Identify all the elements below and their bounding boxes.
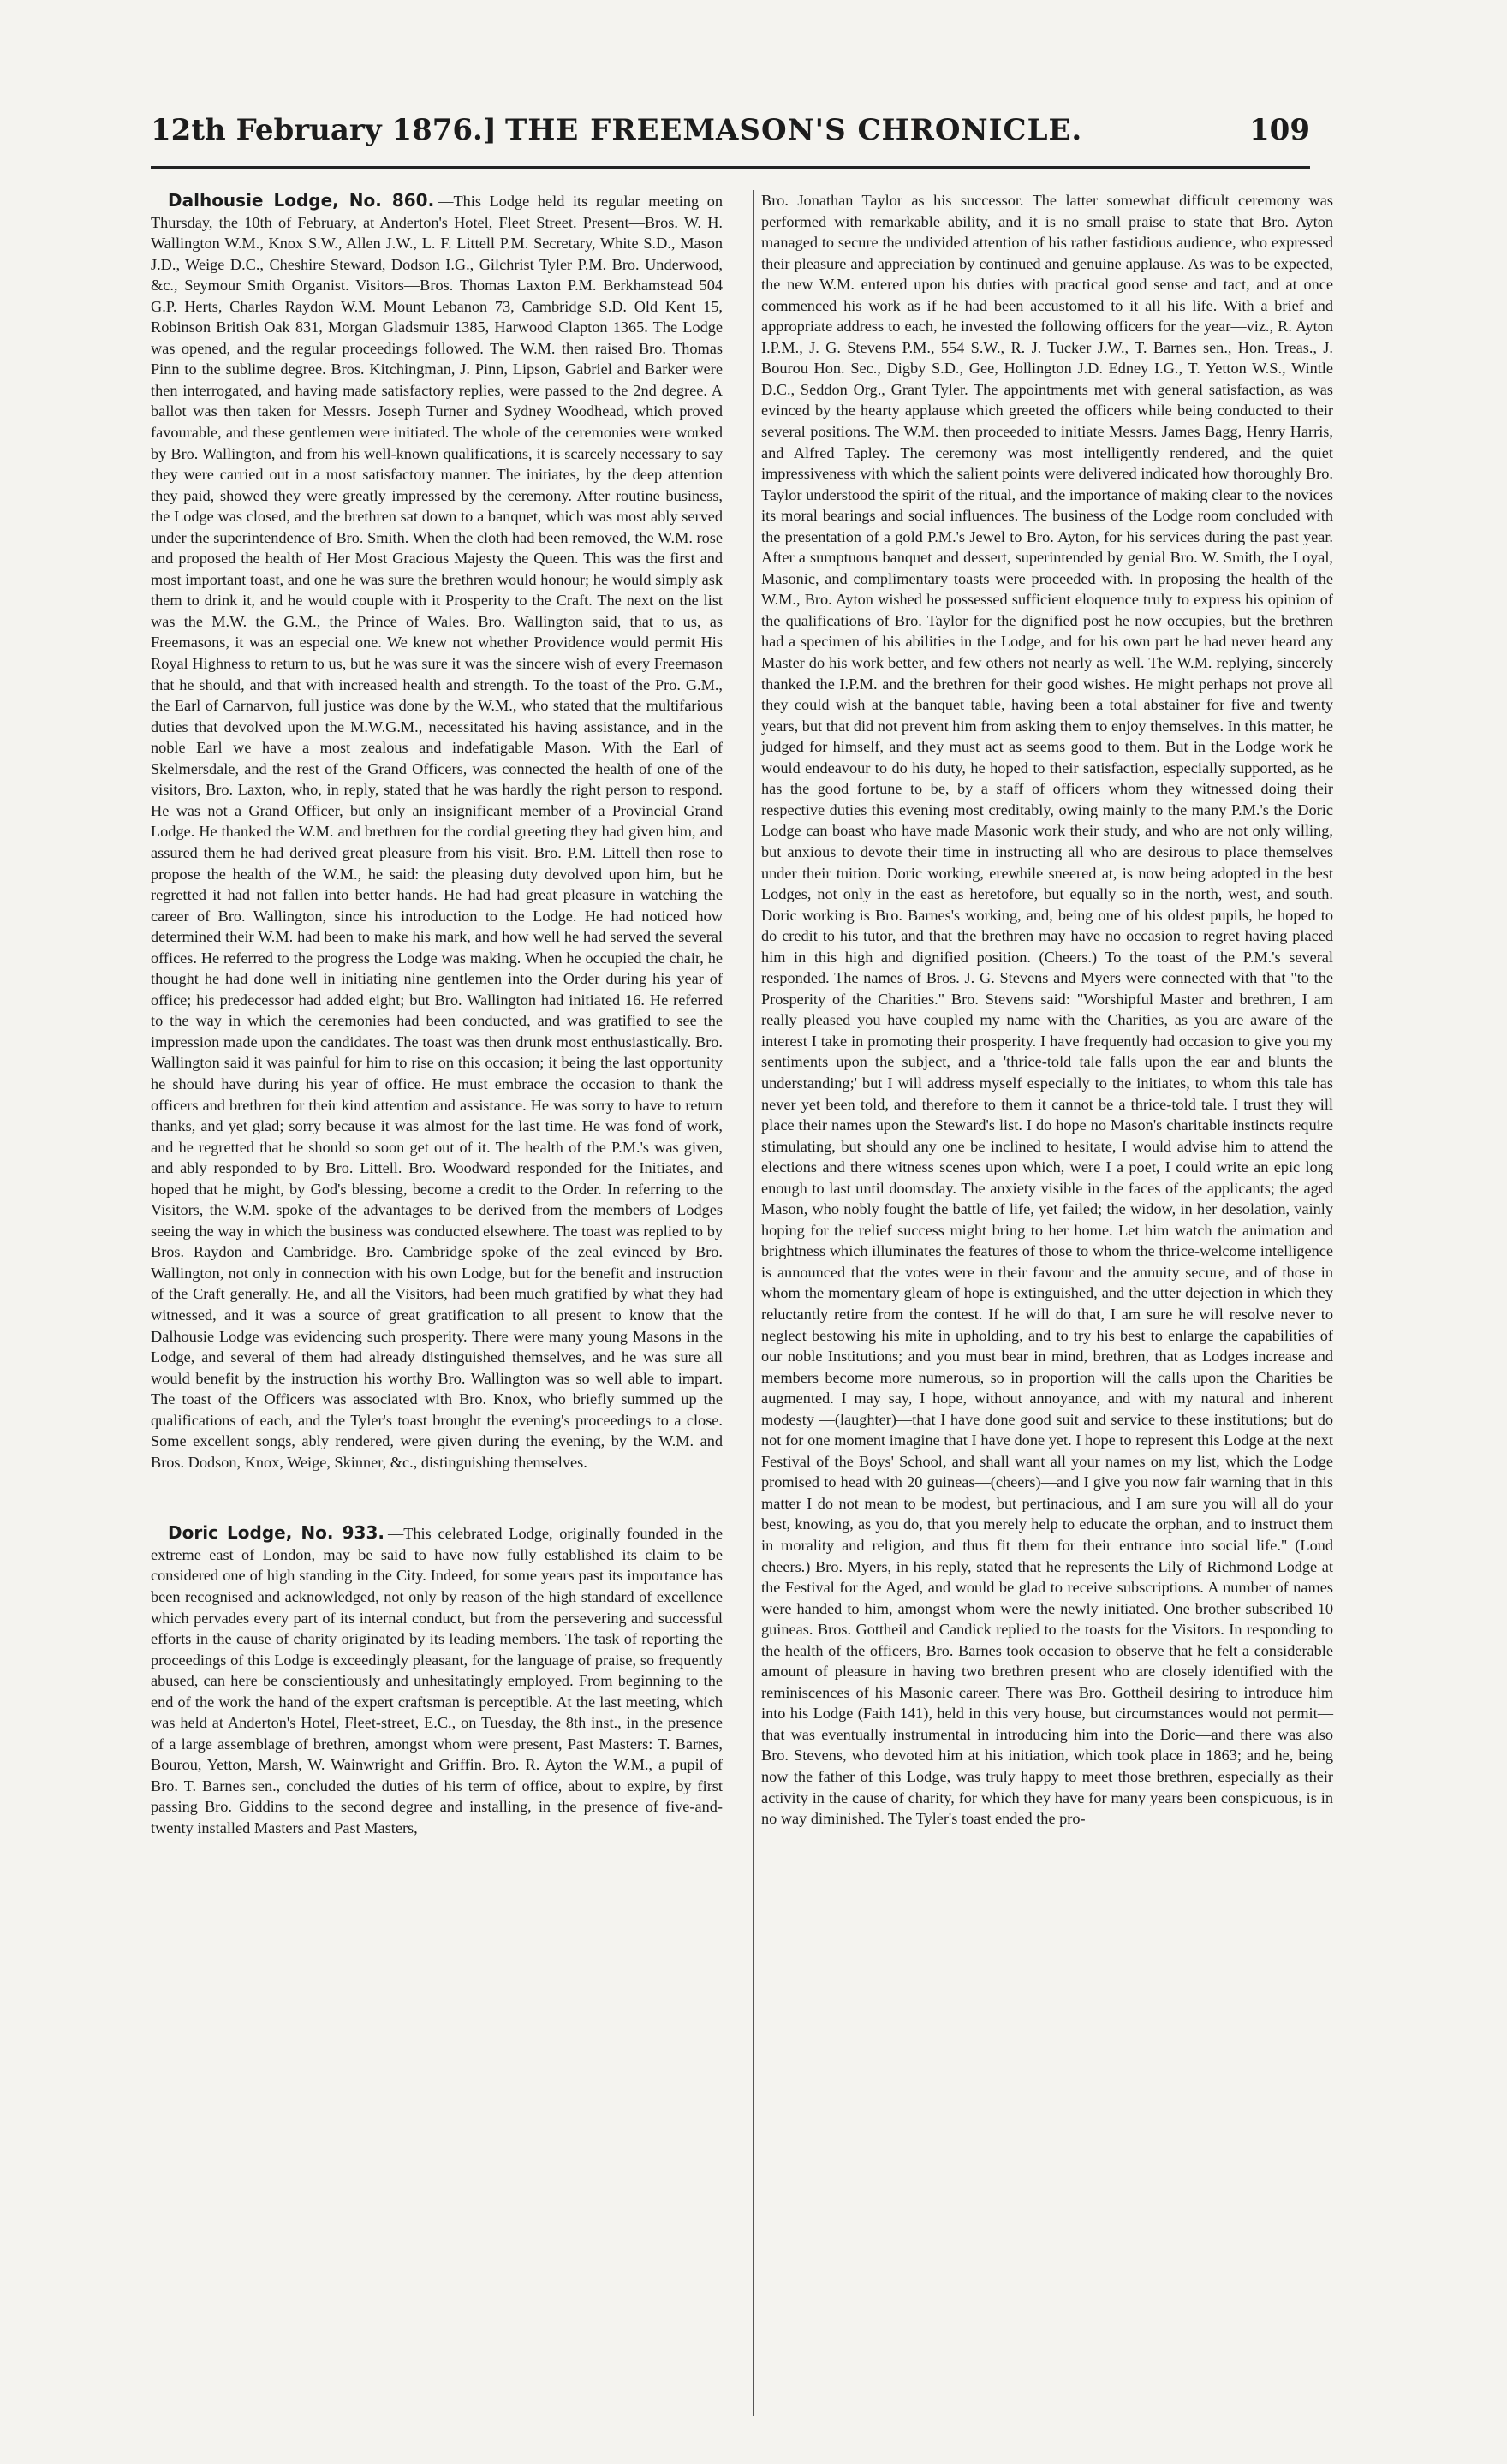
dalhousie-lodge-report xyxy=(151,190,723,1473)
page-header xyxy=(151,113,1310,166)
doric-lodge-report xyxy=(151,1522,723,1838)
right-column xyxy=(761,190,1333,1830)
section-gap xyxy=(151,1473,723,1522)
doric-lodge-body-start: —This celebrated Lodge, originally founded in the extreme east of London, may be said to have now fully established its claim to be considered one of high standing in the City. Indeed, for some years past its importance has been recognised and acknowledged, not only by reason of the high standard of excellence which pervades every part of its internal conduct, but from the persevering and successful efforts in the cause of charity originated by its leading members. The task of reporting the proceedings of this Lodge is exceedingly pleasant, for the language of praise, so frequently abused, can here be conscientiously and unhesitatingly employed. From beginning to the end of the work the hand of the expert craftsman is perceptible. At the last meeting, which was held at Anderton's Hotel, Fleet-street, E.C., on Tuesday, the 8th inst., in the presence of a large assemblage of brethren, amongst whom were present, Past Masters: T. Barnes, Bourou, Yetton, Marsh, W. Wainwright and Griffin. Bro. R. Ayton the W.M., a pupil of Bro. T. Barnes sen., concluded the duties of his term of office, about to expire, by first passing Bro. Giddins to the second degree and installing, in the presence of five-and-twenty installed Masters and Past Masters, xyxy=(151,1525,723,1837)
publication-title: THE FREEMASON'S CHRONICLE. xyxy=(505,113,1083,147)
left-column xyxy=(151,190,723,1839)
doric-lodge-heading: Doric Lodge, No. 933. xyxy=(168,1522,384,1544)
issue-date: 12th February 1876.] xyxy=(151,113,497,147)
header-rule xyxy=(151,166,1310,169)
page-number: 109 xyxy=(1249,113,1310,147)
column-divider xyxy=(753,190,754,2416)
dalhousie-lodge-heading: Dalhousie Lodge, No. 860. xyxy=(168,190,435,211)
dalhousie-lodge-body: —This Lodge held its regular meeting on Thursday, the 10th of February, at Anderton's Hotel, Fleet Street. Present—Bros. W. H. Wallington W.M., Knox S.W., Allen J.W., L. F. Littell P.M. Secretary, White S.D., Mason J.D., Weige D.C., Cheshire Steward, Dodson I.G., Gilchrist Tyler P.M. Bro. Underwood, &c., Seymour Smith Organist. Visitors—Bros. Thomas Laxton P.M. Berkhamstead 504 G.P. Herts, Charles Raydon W.M. Mount Lebanon 73, Cambridge S.D. Old Kent 15, Robinson British Oak 831, Morgan Gladsmuir 1385, Harwood Clapton 1365. The Lodge was opened, and the regular proceedings followed. The W.M. then raised Bro. Thomas Pinn to the sublime degree. Bros. Kitchingman, J. Pinn, Lipson, Gabriel and Barker were then interrogated, and having made satisfactory replies, were passed to the 2nd degree. A ballot was then taken for Messrs. Joseph Turner and Sydney Woodhead, which proved favourable, and these gentlemen were initiated. The whole of the ceremonies were worked by Bro. Wallington, and from his well-known qualifications, it is scarcely necessary to say they were carried out in a most satisfactory manner. The initiates, by the deep attention they paid, showed they were greatly impressed by the ceremony. After routine business, the Lodge was closed, and the brethren sat down to a banquet, which was most ably served under the superintendence of Bro. Smith. When the cloth had been removed, the W.M. rose and proposed the health of Her Most Gracious Majesty the Queen. This was the first and most important toast, and one he was sure the brethren would honour; he would simply ask them to drink it, and he would couple with it Prosperity to the Craft. The next on the list was the M.W. the G.M., the Prince of Wales. Bro. Wallington said, that to us, as Freemasons, it was an especial one. We knew not whether Providence would permit His Royal Highness to return to us, but he was sure it was the sincere wish of every Freemason that he should, and that with increased health and strength. To the toast of the Pro. G.M., the Earl of Carnarvon, full justice was done by the W.M., who stated that the multifarious duties that devolved upon the M.W.G.M., necessitated his having assistance, and in the noble Earl we have a most zealous and indefatigable Mason. With the Earl of Skelmersdale, and the rest of the Grand Officers, was connected the health of one of the visitors, Bro. Laxton, who, in reply, stated that he was hardly the right person to respond. He was not a Grand Officer, but only an insignificant member of a Provincial Grand Lodge. He thanked the W.M. and brethren for the cordial greeting they had given him, and assured them he had derived great pleasure from his visit. Bro. P.M. Littell then rose to propose the health of the W.M., he said: the pleasing duty devolved upon him, but he regretted it had not fallen into better hands. He had had great pleasure in watching the career of Bro. Wallington, since his introduction to the Lodge. He had noticed how determined their W.M. had been to make his mark, and how well he had served the several offices. He referred to the progress the Lodge was making. When he occupied the chair, he thought he had done well in initiating nine gentlemen into the Order during his year of office; his predecessor had added eight; but Bro. Wallington had initiated 16. He referred to the way in which the ceremonies had been conducted, and was gratified to see the impression made upon the candidates. The toast was then drunk most enthusiastically. Bro. Wallington said it was painful for him to rise on this occasion; it being the last opportunity he should have during his year of office. He must embrace the occasion to thank the officers and brethren for their kind attention and assistance. He was sorry to have to return thanks, and yet glad; sorry because it was almost for the last time. He was fond of work, and he regretted that he should so soon get out of it. The health of the P.M.'s was given, and ably responded to by Bro. Littell. Bro. Woodward responded for the Initiates, and hoped that he might, by God's blessing, become a credit to the Order. In referring to the Visitors, the W.M. spoke of the advantages to be derived from the members of Lodges seeing the way in which the business was conducted elsewhere. The toast was replied to by Bros. Raydon and Cambridge. Bro. Cambridge spoke of the zeal evinced by Bro. Wallington, not only in connection with his own Lodge, but for the benefit and instruction of the Craft generally. He, and all the Visitors, had been much gratified by what they had witnessed, and it was a source of great gratification to all present to know that the Dalhousie Lodge was evidencing such prosperity. There were many young Masons in the Lodge, and several of them had already distinguished themselves, and he was sure all would benefit by the instruction his worthy Bro. Wallington was so well able to impart. The toast of the Officers was associated with Bro. Knox, who briefly summed up the qualifications of each, and the Tyler's toast brought the evening's proceedings to a close. Some excellent songs, ably rendered, were given during the evening, by the W.M. and Bros. Dodson, Knox, Weige, Skinner, &c., distinguishing themselves. xyxy=(151,193,723,1471)
doric-lodge-continuation xyxy=(761,190,1333,1830)
doric-lodge-body-continued: Bro. Jonathan Taylor as his successor. The latter somewhat difficult ceremony was performed with remarkable ability, and it is no small praise to state that Bro. Ayton managed to secure the undivided attention of his rather fastidious audience, who expressed their pleasure and appreciation by continued and genuine applause. As was to be expected, the new W.M. entered upon his duties with practical good sense and tact, and at once commenced his work as if he had been accustomed to it all his life. With a brief and appropriate address to each, he invested the following officers for the year—viz., R. Ayton I.P.M., J. G. Stevens P.M., 554 S.W., R. J. Tucker J.W., T. Barnes sen., Hon. Treas., J. Bourou Hon. Sec., Digby S.D., Gee, Hollington J.D. Edney I.G., T. Yetton W.S., Wintle D.C., Seddon Org., Grant Tyler. The appointments met with general satisfaction, as was evinced by the hearty applause which greeted the officers while being conducted to their several positions. The W.M. then proceeded to initiate Messrs. James Bagg, Henry Harris, and Alfred Tapley. The ceremony was most intelligently rendered, and the quiet impressiveness with which the salient points were delivered indicated how thoroughly Bro. Taylor understood the spirit of the ritual, and the importance of making clear to the novices its moral bearings and social influences. The business of the Lodge room concluded with the presentation of a gold P.M.'s Jewel to Bro. Ayton, for his services during the past year. After a sumptuous banquet and dessert, superintended by genial Bro. W. Smith, the Loyal, Masonic, and complimentary toasts were proceeded with. In proposing the health of the W.M., Bro. Ayton wished he possessed sufficient eloquence truly to express his opinion of the qualifications of Bro. Taylor for the dignified post he now occupies, but the brethren had a specimen of his abilities in the Lodge, and for his own part he had never heard any Master do his work better, and few others not nearly as well. The W.M. replying, sincerely thanked the I.P.M. and the brethren for their good wishes. He might perhaps not prove all they could wish at the banquet table, having been a total abstainer for five and twenty years, but that did not prevent him from asking them to enjoy themselves. In this matter, he judged for himself, and they must act as seems good to them. But in the Lodge work he would endeavour to do his duty, he hoped to their satisfaction, especially supported, as he has the good fortune to be, by a staff of officers whom they witnessed doing their respective duties this evening most creditably, owing mainly to the many P.M.'s the Doric Lodge can boast who have made Masonic work their study, and who are not only willing, but anxious to devote their time in instructing all who are desirous to place themselves under their tuition. Doric working, erewhile sneered at, is now being adopted in the best Lodges, not only in the east as heretofore, but equally so in the north, west, and south. Doric working is Bro. Barnes's working, and, being one of his oldest pupils, he hoped to do credit to his tutor, and that the brethren may have no occasion to regret having placed him in this high and dignified position. (Cheers.) To the toast of the P.M.'s several responded. The names of Bros. J. G. Stevens and Myers were connected with that "to the Prosperity of the Charities." Bro. Stevens said: "Worshipful Master and brethren, I am really pleased you have coupled my name with the Charities, as you are aware of the interest I take in promoting their prosperity. I have frequently had occasion to give you my sentiments upon the subject, and a 'thrice-told tale falls upon the ear and blunts the understanding;' but I will address myself especially to the initiates, to whom this tale has never yet been told, and therefore to them it cannot be a thrice-told tale. I trust they will place their names upon the Steward's list. I do hope no Mason's charitable instincts require stimulating, but should any one be inclined to hesitate, I would advise him to attend the elections and there witness scenes upon which, were I a poet, I could write an epic long enough to last until doomsday. The anxiety visible in the faces of the applicants; the aged Mason, who nobly fought the battle of life, yet failed; the widow, in her desolation, vainly hoping for the relief success might bring to her home. Let him watch the animation and brightness which illuminates the features of those to whom the thrice-welcome intelligence is announced that the votes were in their favour and the annuity secure, and of those in whom the momentary gleam of hope is extinguished, and the utter dejection in which they reluctantly retire from the contest. If he will do that, I am sure he will resolve never to neglect bestowing his mite in upholding, and to try his best to enlarge the capabilities of our noble Institutions; and you must bear in mind, brethren, that as Lodges increase and members become more numerous, so in proportion will the calls upon the Charities be augmented. I may say, I hope, without annoyance, and with my natural and inherent modesty —(laughter)—that I have done good suit and service to these institutions; but do not for one moment imagine that I have done yet. I hope to represent this Lodge at the next Festival of the Boys' School, and shall want all your names on my list, which the Lodge promised to head with 20 guineas—(cheers)—and I give you now fair warning that in this matter I do not mean to be modest, but pertinacious, and I am sure you will all do your best, knowing, as you do, that you merely help to educate the orphan, and to instruct them in morality and religion, and thus fit them for their entrance into social life." (Loud cheers.) Bro. Myers, in his reply, stated that he represents the Lily of Richmond Lodge at the Festival for the Aged, and would be glad to receive subscriptions. A number of names were handed to him, amongst whom were the newly initiated. One brother subscribed 10 guineas. Bros. Gottheil and Candick replied to the toasts for the Visitors. In responding to the health of the officers, Bro. Barnes took occasion to observe that he felt a considerable amount of pleasure in having two brethren present who are closely identified with the reminiscences of his Masonic career. There was Bro. Gottheil desiring to introduce him into his Lodge (Faith 141), held in this very house, but circumstances would not permit—that was eventually instrumental in introducing him into the Doric—and there was also Bro. Stevens, who devoted him at his initiation, which took place in 1863; and he, being now the father of this Lodge, was truly happy to meet those brethren, especially as their activity in the cause of charity, for which they have for many years been conspicuous, is in no way diminished. The Tyler's toast ended the pro- xyxy=(761,192,1333,1828)
